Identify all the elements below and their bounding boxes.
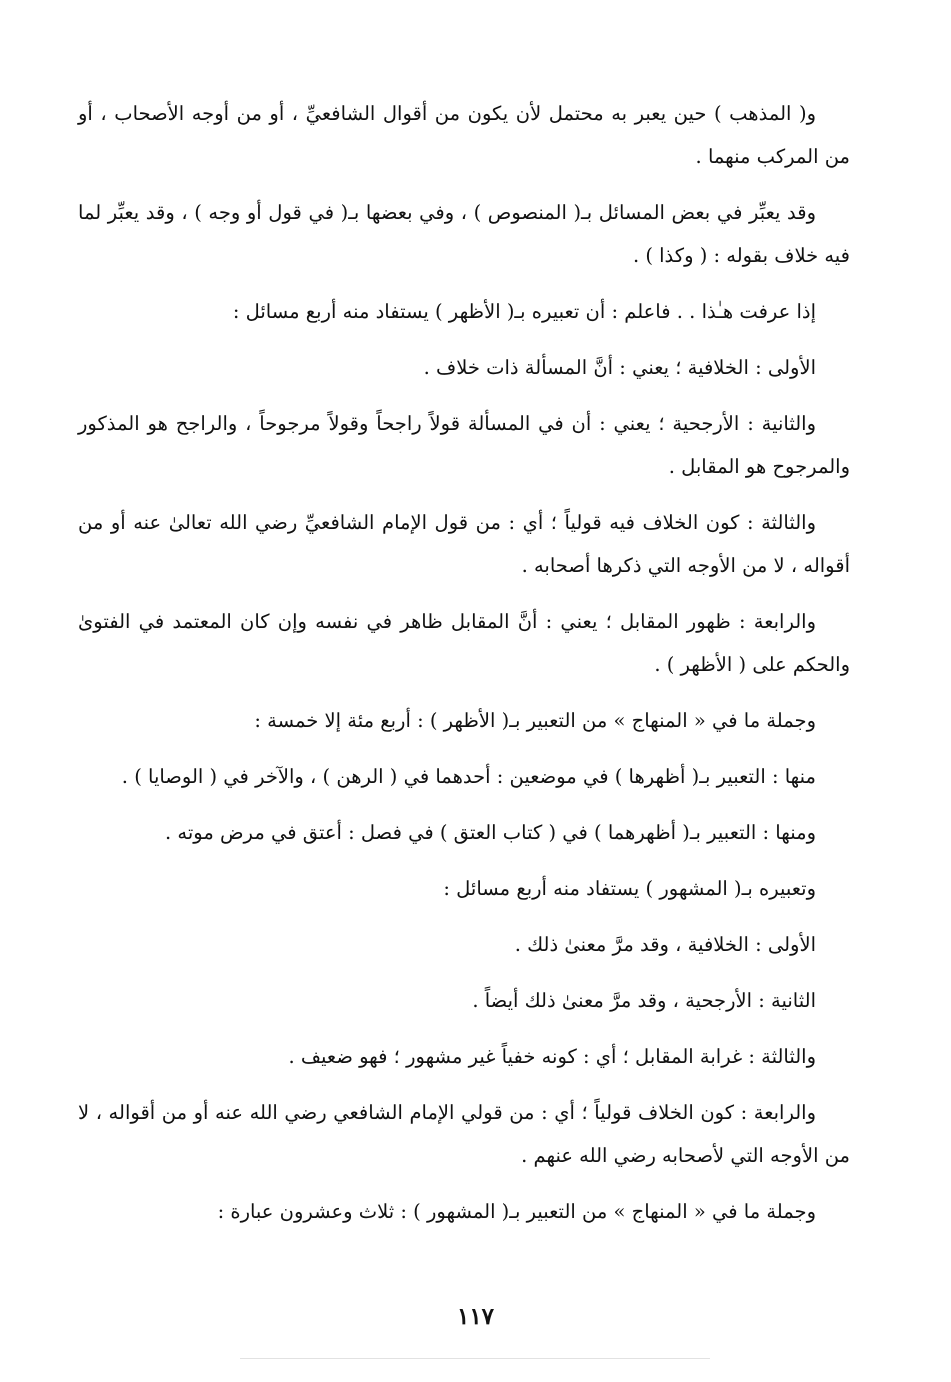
paragraph-8: وجملة ما في « المنهاج » من التعبير بـ( الأظهر ) : أربع مئة إلا خمسة : [254,709,816,732]
paragraph-12: الأولى : الخلافية ، وقد مرَّ معنىٰ ذلك . [514,933,816,956]
paragraph-16: وجملة ما في « المنهاج » من التعبير بـ( المشهور ) : ثلاث وعشرون عبارة : [217,1200,816,1223]
paragraph-7: والرابعة : ظهور المقابل ؛ يعني : أنَّ المقابل ظاهر في نفسه وإن كان المعتمد في الفتوىٰ والحكم على ( الأظهر ) . [78,610,850,676]
paragraph-6: والثالثة : كون الخلاف فيه قولياً ؛ أي : من قول الإمام الشافعيِّ رضي الله تعالىٰ عنه أو من أقواله ، لا من الأوجه التي ذكرها أصحابه . [78,511,850,577]
body-text [78,92,850,1246]
paragraph-9: منها : التعبير بـ( أظهرها ) في موضعين : أحدهما في ( الرهن ) ، والآخر في ( الوصايا ) . [121,765,816,788]
page-edge-line [240,1358,710,1359]
paragraph-13: الثانية : الأرجحية ، وقد مرَّ معنىٰ ذلك أيضاً . [472,989,816,1012]
paragraph-4: الأولى : الخلافية ؛ يعني : أنَّ المسألة ذات خلاف . [423,356,816,379]
page-number: ١١٧ [456,1303,495,1330]
paragraph-14: والثالثة : غرابة المقابل ؛ أي : كونه خفياً غير مشهور ؛ فهو ضعيف . [288,1045,816,1068]
paragraph-15: والرابعة : كون الخلاف قولياً ؛ أي : من قولي الإمام الشافعي رضي الله عنه أو من أقواله ، لا من الأوجه التي لأصحابه رضي الله عنهم . [78,1101,850,1167]
paragraph-5: والثانية : الأرجحية ؛ يعني : أن في المسألة قولاً راجحاً وقولاً مرجوحاً ، والراجح هو المذكور والمرجوح هو المقابل . [78,412,850,478]
paragraph-2: وقد يعبِّر في بعض المسائل بـ( المنصوص ) ، وفي بعضها بـ( في قول أو وجه ) ، وقد يعبِّر لما فيه خلاف بقوله : ( وكذا ) . [78,201,850,267]
paragraph-1: و( المذهب ) حين يعبر به محتمل لأن يكون من أقوال الشافعيِّ ، أو من أوجه الأصحاب ، أو من المركب منهما . [78,102,850,168]
paragraph-3: إذا عرفت هـٰذا . . فاعلم : أن تعبيره بـ( الأظهر ) يستفاد منه أربع مسائل : [232,300,816,323]
paragraph-11: وتعبيره بـ( المشهور ) يستفاد منه أربع مسائل : [443,877,816,900]
paragraph-10: ومنها : التعبير بـ( أظهرهما ) في ( كتاب العتق ) في فصل : أعتق في مرض موته . [164,821,816,844]
